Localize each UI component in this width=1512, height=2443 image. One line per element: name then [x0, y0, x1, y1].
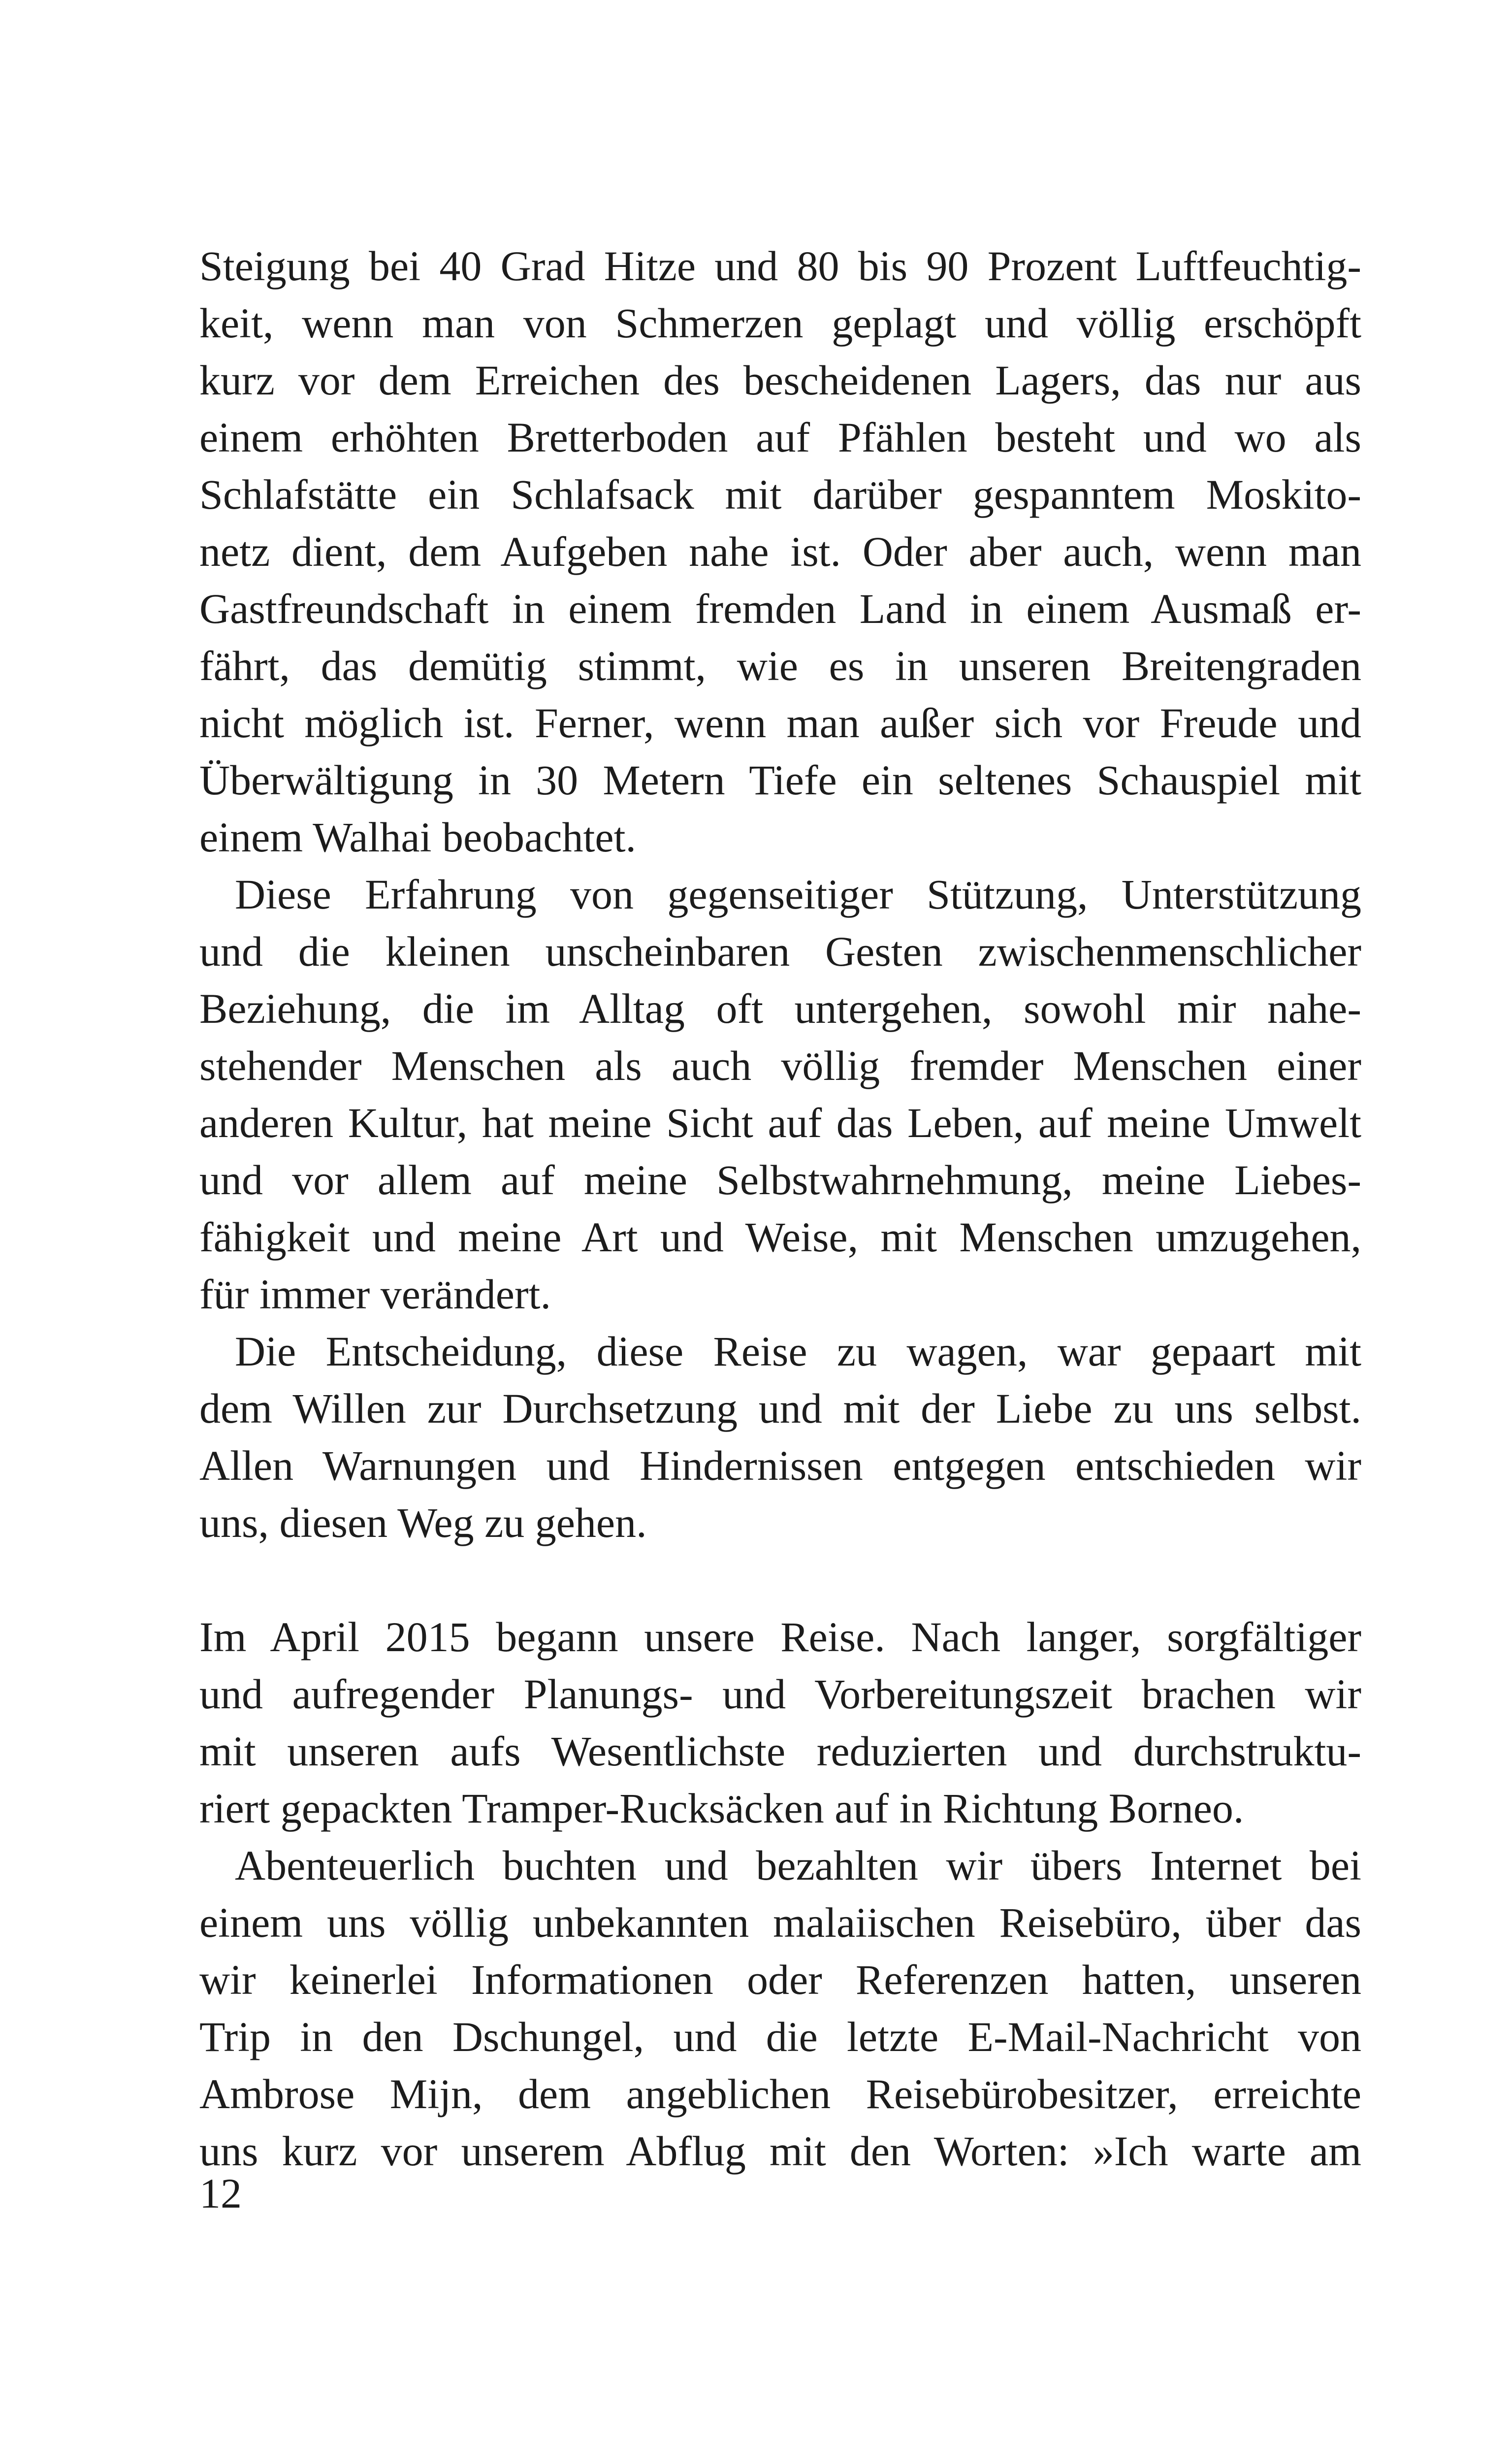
text-line: für immer verändert. [199, 1270, 551, 1318]
page-number: 12 [199, 2170, 242, 2217]
text-line: und aufregender Planungs- und Vorbereitungszeit brachen wir [199, 1670, 1361, 1718]
text-line: Allen Warnungen und Hindernissen entgegen entschieden wir [199, 1442, 1361, 1489]
text-line: Abenteuerlich buchten und bezahlten wir übers Internet bei [235, 1842, 1361, 1889]
text-line: einem Walhai beobachtet. [199, 814, 636, 861]
paragraph-1 [199, 237, 1361, 866]
text-line: stehender Menschen als auch völlig fremder Menschen einer [199, 1042, 1361, 1089]
text-line: nicht möglich ist. Ferner, wenn man außer sich vor Freude und [199, 699, 1361, 747]
text-line: Trip in den Dschungel, und die letzte E-Mail-Nachricht von [199, 2013, 1361, 2060]
text-line: keit, wenn man von Schmerzen geplagt und völlig erschöpft [199, 299, 1361, 347]
text-line: Im April 2015 begann unsere Reise. Nach langer, sorgfältiger [199, 1613, 1361, 1661]
text-line: Ambrose Mijn, dem angeblichen Reisebürobesitzer, erreichte [199, 2070, 1361, 2117]
paragraph-4 [199, 1608, 1361, 1837]
text-line: Überwältigung in 30 Metern Tiefe ein seltenes Schauspiel mit [199, 756, 1361, 804]
text-line: Die Entscheidung, diese Reise zu wagen, war gepaart mit [235, 1328, 1361, 1375]
section-break [199, 1551, 1361, 1608]
text-line: riert gepackten Tramper-Rucksäcken auf in Richtung Borneo. [199, 1785, 1244, 1832]
text-line: einem uns völlig unbekannten malaiischen Reisebüro, über das [199, 1899, 1361, 1946]
paragraph-3 [199, 1323, 1361, 1551]
text-line: und vor allem auf meine Selbstwahrnehmung, meine Liebes- [199, 1156, 1361, 1204]
text-line: wir keinerlei Informationen oder Referenzen hatten, unseren [199, 1956, 1361, 2003]
text-line: anderen Kultur, hat meine Sicht auf das Leben, auf meine Umwelt [199, 1099, 1361, 1146]
text-line: einem erhöhten Bretterboden auf Pfählen besteht und wo als [199, 414, 1361, 461]
text-line: Steigung bei 40 Grad Hitze und 80 bis 90 Prozent Luftfeuchtig- [199, 242, 1361, 290]
text-line: Diese Erfahrung von gegenseitiger Stützung, Unterstützung [235, 871, 1361, 918]
paragraph-5 [199, 1837, 1361, 2180]
text-line: uns, diesen Weg zu gehen. [199, 1499, 647, 1546]
text-line: Schlafstätte ein Schlafsack mit darüber gespanntem Moskito- [199, 471, 1361, 518]
body-text [199, 237, 1361, 2180]
text-line: dem Willen zur Durchsetzung und mit der Liebe zu uns selbst. [199, 1385, 1361, 1432]
paragraph-2 [199, 866, 1361, 1323]
text-line: kurz vor dem Erreichen des bescheidenen Lagers, das nur aus [199, 357, 1361, 404]
text-line: uns kurz vor unserem Abflug mit den Worten: »Ich warte am [199, 2127, 1361, 2175]
text-line: und die kleinen unscheinbaren Gesten zwischenmenschlicher [199, 928, 1361, 975]
text-line: Beziehung, die im Alltag oft untergehen, sowohl mir nahe- [199, 985, 1361, 1032]
text-line: fähigkeit und meine Art und Weise, mit Menschen umzugehen, [199, 1213, 1361, 1261]
text-line: netz dient, dem Aufgeben nahe ist. Oder aber auch, wenn man [199, 528, 1361, 575]
text-line: Gastfreundschaft in einem fremden Land in einem Ausmaß er- [199, 585, 1361, 632]
text-line: mit unseren aufs Wesentlichste reduzierten und durchstruktu- [199, 1727, 1361, 1775]
text-line: fährt, das demütig stimmt, wie es in unseren Breitengraden [199, 642, 1361, 689]
